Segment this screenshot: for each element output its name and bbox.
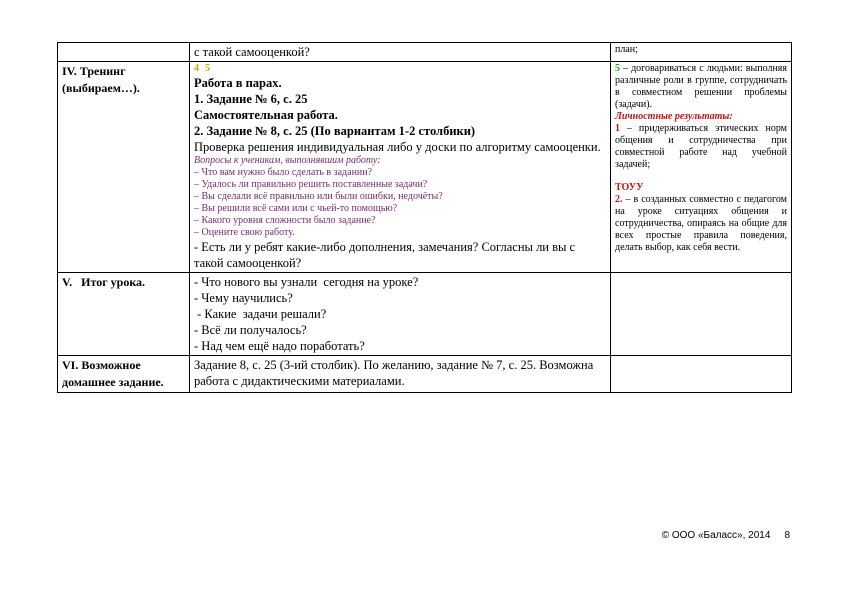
stage-cell: [58, 356, 190, 393]
table-row: [58, 273, 792, 356]
stage-title: V. Итог урока.: [62, 275, 146, 289]
task-2: 2. Задание № 8, с. 25 (По вариантам 1-2 столбики): [194, 124, 476, 138]
result-number-2: 2.: [615, 194, 623, 205]
summary-question: - Над чем ещё надо поработать?: [194, 339, 365, 353]
level-numbers: [194, 63, 606, 75]
toyy-heading: ТОУУ: [615, 182, 644, 193]
summary-question: - Какие задачи решали?: [194, 307, 327, 321]
summary-question: - Что нового вы узнали сегодня на уроке?: [194, 275, 419, 289]
task-1: 1. Задание № 6, с. 25: [194, 92, 308, 106]
activity-cell: [190, 356, 611, 393]
continued-text: с такой самооценкой?: [194, 45, 310, 59]
summary-question: - Чему научились?: [194, 291, 293, 305]
result-number-5: 5: [615, 63, 620, 74]
final-question: - Есть ли у ребят какие-либо дополнения, замечания? Согласны ли вы с такой самооценкой?: [194, 240, 576, 270]
results-cell: [611, 62, 792, 273]
result-5-text: – договариваться с людьми: выполняя различные роли в группе, сотрудничать в совместном решении проблемы (задачи).: [615, 63, 787, 110]
question-item: – Вы сделали всё правильно или были ошибки, недочёты?: [194, 191, 443, 202]
pair-work-heading: Работа в парах.: [194, 76, 282, 90]
result-1-text: – придерживаться этических норм общения и сотрудничества при совместной работе над учебной задачей;: [615, 123, 787, 170]
results-cell: [611, 356, 792, 393]
personal-results-heading: Личностные результаты:: [615, 111, 733, 122]
result-1: [615, 123, 787, 171]
result-2-text: – в созданных совместно с педагогом на уроке ситуациях общения и сотрудничества, опираясь на общие для всех простые правила поведения, делать выбор, как себя вести.: [615, 194, 787, 253]
results-cell: [611, 43, 792, 62]
questions-heading: Вопросы к ученикам, выполнявшим работу:: [194, 155, 381, 166]
question-item: – Вы решили всё сами или с чьей-то помощью?: [194, 203, 398, 214]
stage-title: IV. Тренинг (выбираем…).: [62, 64, 140, 95]
stage-title: VI. Возможное домашнее задание.: [62, 358, 164, 389]
activity-cell: [190, 43, 611, 62]
page-footer: [560, 530, 790, 541]
question-item: – Оцените свою работу.: [194, 227, 295, 238]
activity-cell: [190, 62, 611, 273]
summary-question: - Всё ли получалось?: [194, 323, 307, 337]
activity-cell: [190, 273, 611, 356]
table-row: [58, 43, 792, 62]
stage-cell: [58, 273, 190, 356]
question-item: – Какого уровня сложности было задание?: [194, 215, 376, 226]
check-text: Проверка решения индивидуальная либо у доски по алгоритму самооценки.: [194, 140, 601, 154]
result-number-1: 1: [615, 123, 620, 134]
result-2: [615, 194, 787, 254]
continued-result: план;: [615, 44, 638, 55]
lesson-table: [57, 42, 792, 393]
table-row: [58, 356, 792, 393]
results-cell: [611, 273, 792, 356]
independent-work-heading: Самостоятельная работа.: [194, 108, 338, 122]
copyright: © ООО «Баласс», 2014: [661, 530, 771, 541]
question-item: – Что вам нужно было сделать в задании?: [194, 167, 373, 178]
table-row: [58, 62, 792, 273]
level-number-5: 5: [205, 63, 210, 74]
homework-text: Задание 8, с. 25 (3-ий столбик). По желанию, задание № 7, с. 25. Возможна работа с дидактическими материалами.: [194, 358, 594, 388]
stage-cell: [58, 43, 190, 62]
question-item: – Удалось ли правильно решить поставленные задачи?: [194, 179, 428, 190]
level-number-4: 4: [194, 63, 199, 74]
page-number: 8: [784, 530, 790, 541]
stage-cell: [58, 62, 190, 273]
result-5: [615, 63, 787, 111]
